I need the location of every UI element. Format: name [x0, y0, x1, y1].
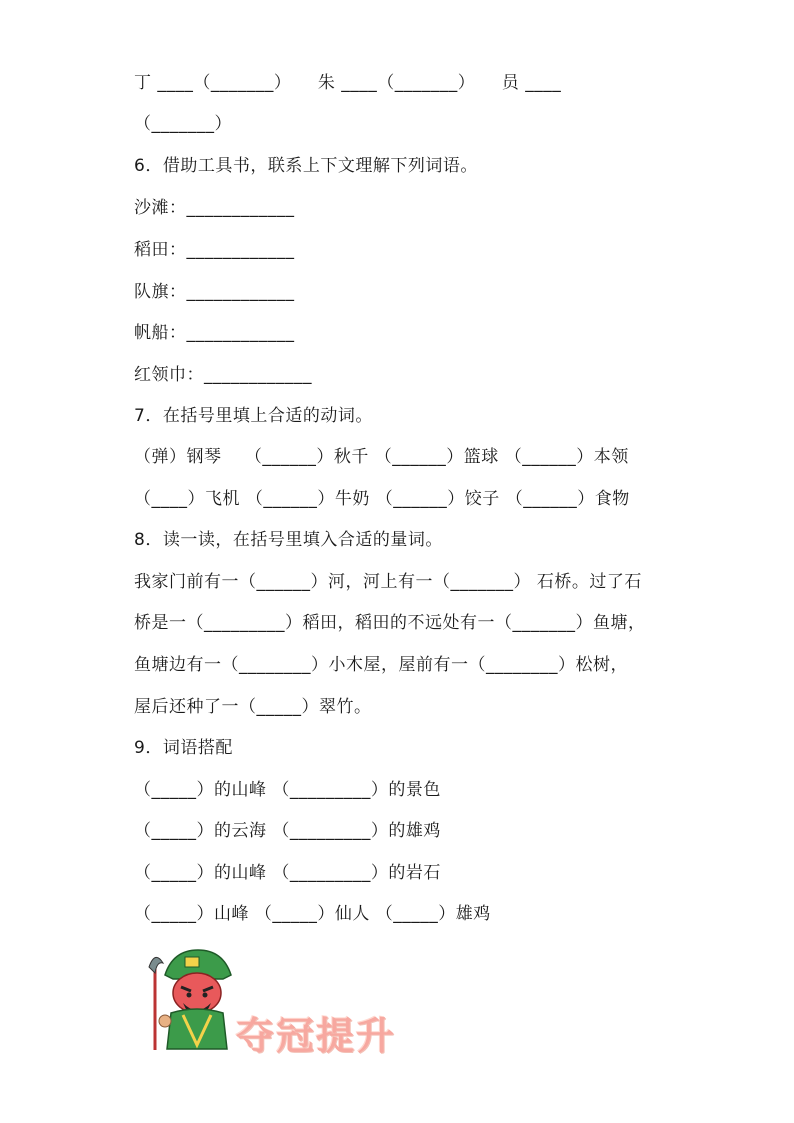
q6-word-honglingjin: 红领巾：____________: [134, 365, 312, 385]
question-8-heading: 8．读一读，在括号里填入合适的量词。: [134, 530, 443, 550]
q6-word-duiqi: 队旗：____________: [134, 282, 295, 302]
q7-row-1: （弹）钢琴 （______）秋千 （______）篮球 （______）本领: [134, 447, 629, 467]
q8-passage-line-2: 桥是一（_________）稻田，稻田的不远处有一（_______）鱼塘，: [134, 613, 646, 633]
question-7-heading: 7．在括号里填上合适的动词。: [134, 406, 373, 426]
question-6-heading: 6．借助工具书，联系上下文理解下列词语。: [134, 156, 478, 176]
q9-row-4: （_____）山峰 （_____）仙人 （_____）雄鸡: [134, 904, 491, 924]
q5-pinyin-line-2: （_______）: [134, 114, 232, 134]
q9-row-2: （_____）的云海 （_________）的雄鸡: [134, 821, 441, 841]
q8-passage-line-1: 我家门前有一（______）河，河上有一（_______） 石桥。过了石: [134, 572, 642, 592]
q9-row-3: （_____）的山峰 （_________）的岩石: [134, 863, 441, 883]
logo-text: 夺冠提升: [236, 1014, 397, 1058]
q5-pinyin-line-1: 丁 ____（_______） 朱 ____（_______） 员 ____: [134, 73, 562, 93]
q6-word-daotian: 稻田：____________: [134, 240, 295, 260]
q6-word-fanchuan: 帆船：____________: [134, 323, 295, 343]
q8-passage-line-3: 鱼塘边有一（________）小木屋，屋前有一（________）松树，: [134, 655, 628, 675]
mascot-icon: [143, 945, 243, 1055]
q6-word-shatan: 沙滩：____________: [134, 198, 295, 218]
q7-row-2: （____）飞机 （______）牛奶 （______）饺子 （______）食物: [134, 489, 630, 509]
q8-passage-line-4: 屋后还种了一（_____）翠竹。: [134, 697, 372, 717]
q9-row-1: （_____）的山峰 （_________）的景色: [134, 780, 441, 800]
question-9-heading: 9．词语搭配: [134, 738, 233, 758]
